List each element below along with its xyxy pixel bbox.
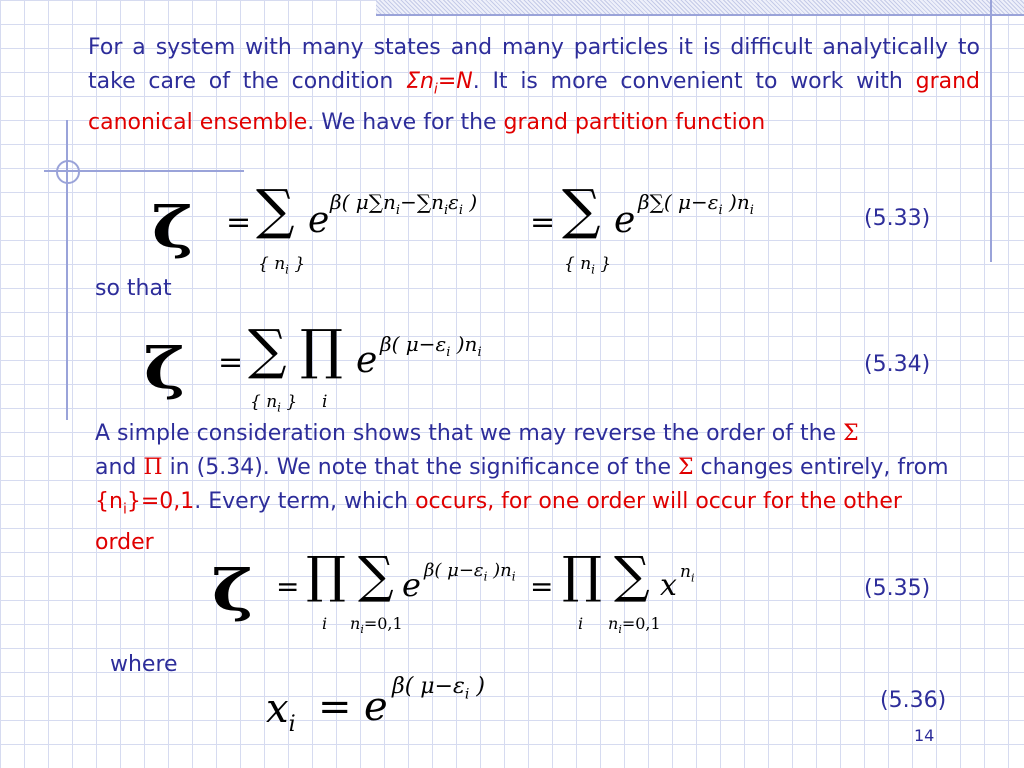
intro-text-3: . We have for the bbox=[307, 110, 504, 136]
sum-535b: ∑ bbox=[614, 546, 650, 604]
consideration-paragraph bbox=[95, 417, 965, 560]
header-band bbox=[376, 0, 1024, 14]
x-base-535: x bbox=[660, 568, 677, 603]
grand-zeta-symbol-535: ζ bbox=[211, 558, 254, 624]
exponent-534: β( $\mu-\varepsilon_i$ )$n_i$ bbox=[380, 332, 482, 360]
consideration-text-2: and bbox=[95, 455, 144, 480]
equation-number-533: (5.33) bbox=[864, 206, 931, 231]
ni-range: $\{n_i\}=0,1$ bbox=[95, 489, 195, 518]
frame-circle-decor bbox=[56, 160, 80, 184]
sigma-symbol-1: Σ bbox=[843, 421, 859, 446]
equals-534: = bbox=[218, 345, 244, 380]
product-535b: ∏ bbox=[562, 546, 602, 604]
sum-index-535b: $n_i=0,1$ bbox=[608, 614, 661, 637]
intro-paragraph bbox=[88, 31, 980, 140]
product-index-535b: i bbox=[578, 614, 584, 633]
exp-base-533a: e bbox=[308, 200, 330, 241]
sum-534: ∑ bbox=[248, 318, 287, 381]
consideration-text-1: A simple consideration shows that we may reverse the order of the bbox=[95, 421, 844, 446]
consideration-text-3: in (5.34). We note that the significance of the bbox=[162, 455, 678, 480]
equals-535b: = bbox=[530, 570, 554, 603]
product-index-535a: i bbox=[322, 614, 328, 633]
grand-zeta-symbol-534: ζ bbox=[143, 336, 186, 402]
occurs-statement: occurs, for one order will occur for the other order bbox=[95, 489, 902, 556]
equation-number-535: (5.35) bbox=[864, 576, 931, 601]
intro-text-2: . It is more convenient to work with bbox=[472, 69, 916, 94]
exponent-535: β( $\mu-\varepsilon_i$ )$n_i$ bbox=[424, 560, 516, 584]
grand-zeta-symbol-533: ζ bbox=[151, 195, 194, 261]
sum-index-533b: { $n_i$ } bbox=[564, 254, 612, 277]
product-index-534: i bbox=[322, 392, 328, 412]
slide-number: 14 bbox=[914, 726, 935, 745]
grand-partition-function: grand partition function bbox=[503, 110, 766, 136]
exp-base-534: e bbox=[356, 340, 378, 381]
equation-number-534: (5.34) bbox=[864, 352, 931, 377]
equals-536: = bbox=[318, 684, 352, 730]
exp-base-535: e bbox=[402, 566, 421, 604]
intro-text-1: For a system with many states and many particles it is difficult analytically to take care of the condition bbox=[88, 35, 980, 94]
consideration-text-5: . Every term, which bbox=[194, 489, 416, 514]
where-text: where bbox=[110, 652, 178, 677]
x-exponent-535: $n_i$ bbox=[680, 562, 695, 585]
equals-533a: = bbox=[226, 205, 252, 240]
sum-index-533a: { $n_i$ } bbox=[258, 254, 306, 277]
frame-line-top bbox=[376, 14, 1024, 16]
condition-sum: $\Sigma n_i=N$ bbox=[406, 69, 473, 98]
exponent-533b: β∑( $\mu-\varepsilon_i$ )$n_i$ bbox=[638, 190, 754, 218]
consideration-text-4: changes entirely, from bbox=[693, 455, 949, 480]
exponent-536: β( $\mu-\varepsilon_i$ ) bbox=[392, 674, 485, 703]
exp-base-536: e bbox=[364, 684, 388, 730]
exp-base-533b: e bbox=[614, 200, 636, 241]
equals-535a: = bbox=[276, 570, 300, 603]
sum-533b: ∑ bbox=[562, 178, 601, 241]
product-534: ∏ bbox=[300, 318, 343, 381]
equation-number-536: (5.36) bbox=[880, 688, 947, 713]
sum-index-534: { $n_i$ } bbox=[250, 392, 298, 415]
sigma-symbol-2: Σ bbox=[677, 455, 694, 480]
sum-533a: ∑ bbox=[256, 178, 295, 241]
sum-535a: ∑ bbox=[358, 546, 394, 604]
equals-533b: = bbox=[530, 205, 556, 240]
so-that-text: so that bbox=[95, 276, 172, 301]
frame-line-right bbox=[990, 0, 992, 262]
pi-symbol: Π bbox=[143, 455, 163, 480]
product-535a: ∏ bbox=[306, 546, 346, 604]
sum-index-535a: $n_i=0,1$ bbox=[350, 614, 403, 637]
grand-canonical-ensemble: grand canonical ensemble bbox=[88, 69, 981, 136]
x-i-536: $x_i$ bbox=[266, 686, 296, 737]
exponent-533a: β( $\mu\sum n_i-\sum n_i\varepsilon_i$ ) bbox=[330, 190, 478, 218]
